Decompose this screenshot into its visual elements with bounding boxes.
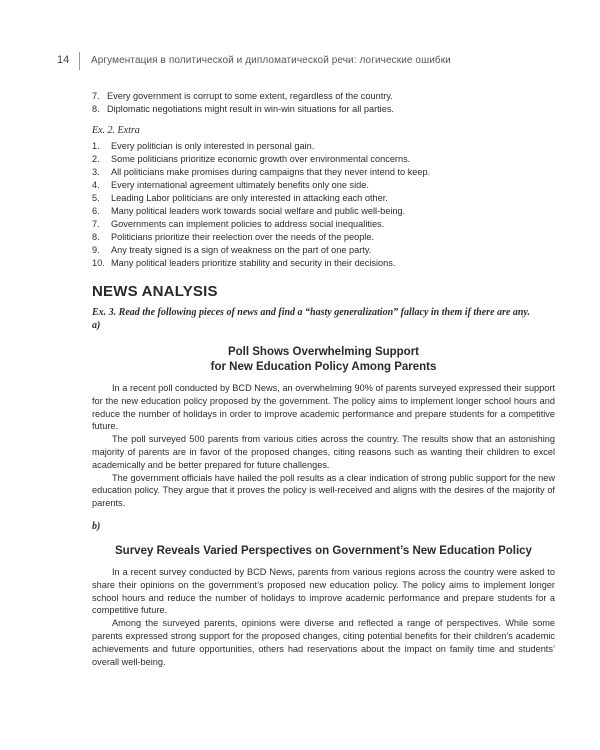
item-text: Politicians prioritize their reelection over the needs of the people. [111,232,375,242]
list-item [92,192,555,205]
item-number: 8. [92,104,100,114]
item-number: 9. [92,245,100,255]
list-item [92,218,555,231]
headline-line: Poll Shows Overwhelming Support [227,346,420,358]
item-number: 1. [92,141,100,151]
news-paragraph: In a recent poll conducted by BCD News, an overwhelming 90% of parents surveyed expressed their support for the new education policy proposed by the government. The policy aims to implement longer school hours and reduce the number of holidays in order to improve academic performance and prepare students for a competitive future. [92,383,555,432]
item-number: 8. [92,232,100,242]
list-item [92,257,555,270]
news-headline-b: Survey Reveals Varied Perspectives on Government’s New Education Policy [115,544,532,557]
news-headline-a [92,345,555,375]
item-text: Diplomatic negotiations might result in win-win situations for all parties. [107,104,394,114]
item-text: All politicians make promises during campaigns that they never intend to keep. [111,167,431,177]
item-text: Leading Labor politicians are only interested in attacking each other. [111,193,388,203]
item-text: Many political leaders prioritize stability and security in their decisions. [111,258,396,268]
news-paragraph: The poll surveyed 500 parents from various cities across the country. The results show that an astonishing majority of parents are in favor of the proposed changes, citing reasons such as wanting their children to excel academically and be better prepared for future challenges. [92,434,555,470]
list-item [92,166,555,179]
item-text: Every international agreement ultimately benefits only one side. [111,180,369,190]
extra-exercise-list [92,140,555,270]
exercise-task: Ex. 3. Read the following pieces of news and find a “hasty generalization” fallacy in them if there are any. [92,307,530,318]
header-divider [79,52,80,70]
item-text: Every politician is only interested in personal gain. [111,141,315,151]
news-paragraph: Among the surveyed parents, opinions were diverse and reflected a range of perspectives. While some parents expressed strong support for the proposed changes, citing potential benefits for their children’s academic achievements and future opportunities, others had reservations about the impact on family time and students’ overall well-being. [92,618,555,667]
list-item [92,140,555,153]
subsection-label-a: a) [92,320,101,331]
list-item [92,153,555,166]
item-number: 3. [92,167,100,177]
page-content [92,90,555,668]
list-item [92,244,555,257]
exercise-list-continued [92,90,555,116]
list-item [92,179,555,192]
item-text: Governments can implement policies to address social inequalities. [111,219,385,229]
section-heading: NEWS ANALYSIS [92,283,218,300]
item-text: Any treaty signed is a sign of weakness on the part of one party. [111,245,372,255]
news-paragraph: The government officials have hailed the poll results as a clear indication of strong public support for the new education policy. They argue that it proves the policy is well-received and aligns with the desires of the majority of parents. [92,472,555,509]
item-number: 10. [92,258,105,268]
item-number: 2. [92,154,100,164]
item-number: 4. [92,180,100,190]
item-text: Some politicians prioritize economic growth over environmental concerns. [111,154,411,164]
item-number: 7. [92,91,100,101]
item-number: 7. [92,219,100,229]
subsection-label-b: b) [92,520,101,532]
item-text: Every government is corrupt to some extent, regardless of the country. [107,91,393,101]
running-title: Аргументация в политической и дипломатической речи: логические ошибки [91,55,451,66]
item-number: 6. [92,206,100,216]
item-number: 5. [92,193,100,203]
news-paragraph: In a recent survey conducted by BCD News, parents from various regions across the country were asked to share their opinions on the government’s proposed new education policy. The policy aims to implement longer school hours and reduce the number of holidays to improve academic performance and prepare students for a competitive future. [92,566,555,616]
item-text: Many political leaders work towards social welfare and public well-being. [111,206,406,216]
headline-line: for New Education Policy Among Parents [210,361,437,373]
exercise-label: Ex. 2. Extra [92,125,140,136]
list-item [92,90,555,103]
page-header [57,52,560,72]
list-item [92,205,555,218]
page-number: 14 [57,54,70,66]
list-item [92,231,555,244]
list-item [92,103,555,116]
